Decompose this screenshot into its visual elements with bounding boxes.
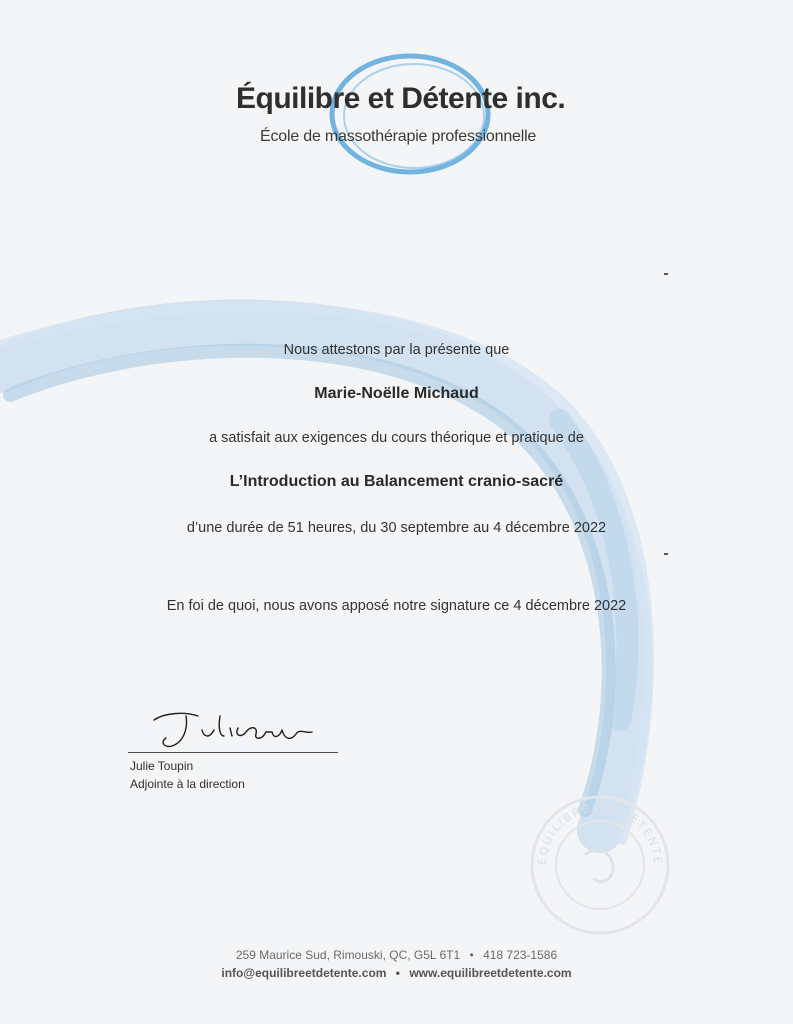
logo-subtitle: École de massothérapie professionnelle — [260, 128, 537, 145]
signatory-role: Adjointe à la direction — [130, 777, 245, 791]
footer-email[interactable]: info@equilibreetdetente.com — [221, 966, 387, 980]
scan-speck — [664, 553, 668, 555]
footer-address: 259 Maurice Sud, Rimouski, QC, G5L 6T1 — [235, 948, 461, 962]
embossed-seal — [525, 790, 675, 940]
footer-contact-line — [0, 966, 793, 980]
footer-separator: • — [469, 948, 474, 962]
logo-title: Équilibre et Détente inc. — [236, 82, 566, 115]
company-logo — [236, 82, 566, 172]
signature-block — [128, 706, 348, 796]
attestation-text: En foi de quoi, nous avons apposé notre signature ce 4 décembre 2022 — [166, 598, 627, 614]
signature-line — [128, 752, 338, 753]
signatory-name: Julie Toupin — [130, 759, 194, 773]
footer-separator: • — [395, 966, 400, 980]
svg-text:ÉQUILIBRE ET DÉTENTE — [536, 801, 664, 866]
course-title: L’Introduction au Balancement cranio-sacré — [229, 473, 564, 490]
course-duration: d’une durée de 51 heures, du 30 septembre au 4 décembre 2022 — [186, 520, 607, 536]
footer-address-line — [0, 948, 793, 962]
certificate-statement: a satisfait aux exigences du cours théorique et pratique de — [209, 430, 584, 446]
certificate-intro: Nous attestons par la présente que — [283, 342, 510, 358]
footer-phone: 418 723-1586 — [483, 948, 558, 962]
handwritten-signature — [146, 706, 346, 752]
scan-speck — [664, 273, 668, 275]
recipient-name: Marie-Noëlle Michaud — [314, 385, 479, 402]
seal-text: ÉQUILIBRE ET DÉTENTE — [535, 800, 665, 867]
footer-website[interactable]: www.equilibreetdetente.com — [409, 966, 572, 980]
